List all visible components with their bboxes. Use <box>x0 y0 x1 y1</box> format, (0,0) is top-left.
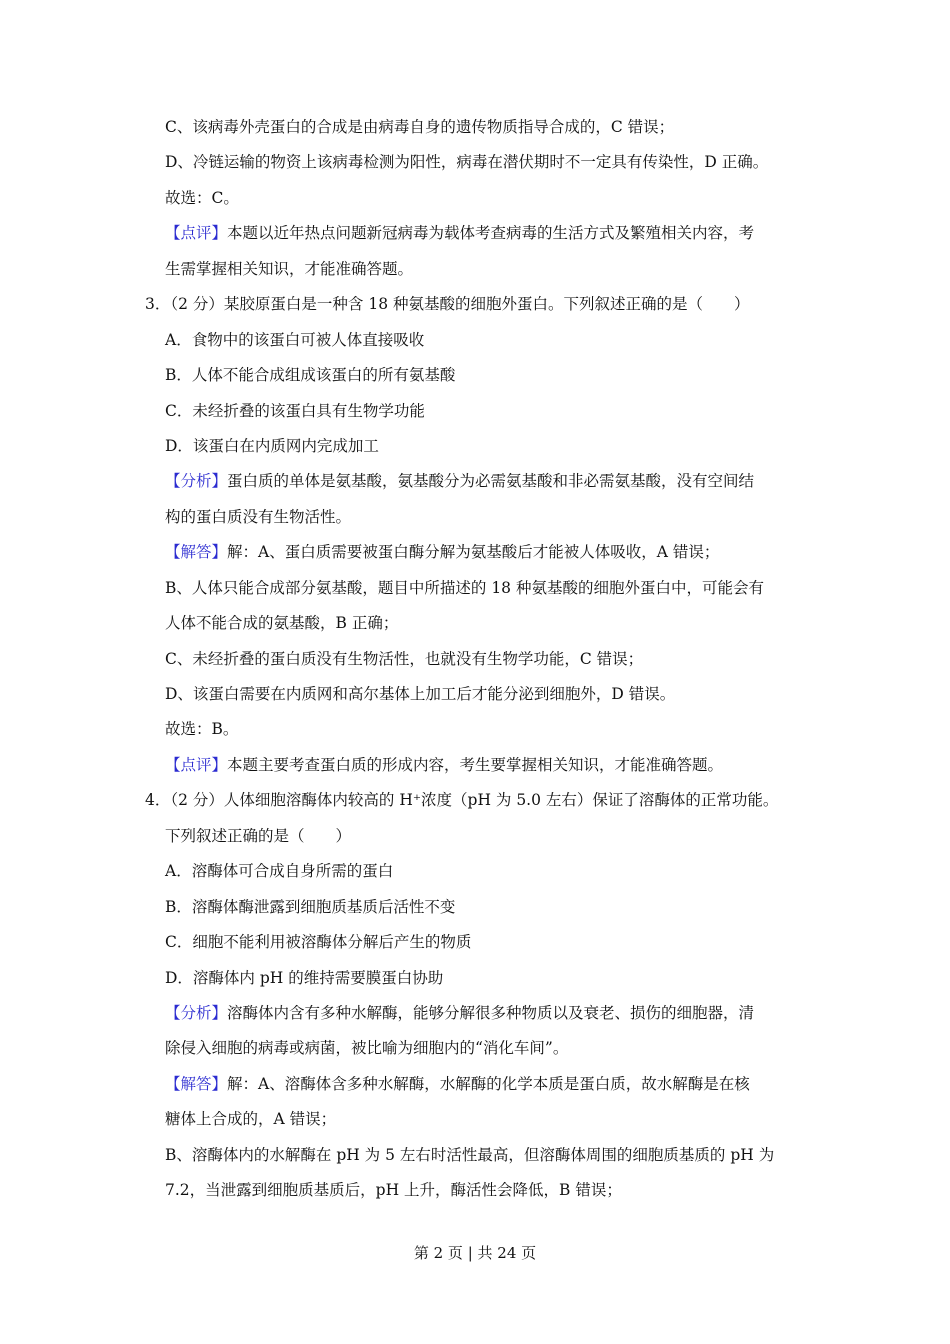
line-text: B、溶酶体内的水解酶在 pH 为 5 左右时活性最高，但溶酶体周围的细胞质基质的 pH 为 <box>165 1145 775 1164</box>
line-text: 生需掌握相关知识，才能准确答题。 <box>165 259 414 278</box>
text-line <box>0 642 950 677</box>
line-text: C．未经折叠的该蛋白具有生物学功能 <box>165 401 425 420</box>
text-line <box>0 961 950 996</box>
line-text: C．细胞不能利用被溶酶体分解后产生的物质 <box>165 933 472 952</box>
text-line <box>0 1067 950 1102</box>
line-text: 构的蛋白质没有生物活性。 <box>165 507 352 526</box>
text-line <box>0 783 950 818</box>
text-line <box>0 216 950 251</box>
text-line <box>0 890 950 925</box>
text-line <box>0 358 950 393</box>
text-line <box>0 535 950 570</box>
line-text: 故选：C。 <box>165 188 239 207</box>
text-line <box>0 429 950 464</box>
document-body <box>0 110 950 1209</box>
line-text: 7.2，当泄露到细胞质基质后，pH 上升，酶活性会降低，B 错误； <box>165 1181 622 1200</box>
text-line <box>0 464 950 499</box>
section-tag: 【分析】 <box>165 472 228 491</box>
text-line <box>0 748 950 783</box>
section-tag: 【解答】 <box>165 543 228 562</box>
line-text: 除侵入细胞的病毒或病菌，被比喻为细胞内的“消化车间”。 <box>165 1039 569 1058</box>
line-text: B、人体只能合成部分氨基酸，题目中所描述的 18 种氨基酸的细胞外蛋白中，可能会有 <box>165 578 764 597</box>
line-text: 溶酶体内含有多种水解酶，能够分解很多种物质以及衰老、损伤的细胞器，清 <box>227 1003 755 1022</box>
text-line <box>0 819 950 854</box>
text-line <box>0 394 950 429</box>
text-line <box>0 500 950 535</box>
text-line <box>0 677 950 712</box>
line-text: D、冷链运输的物资上该病毒检测为阳性，病毒在潜伏期时不一定具有传染性，D 正确。 <box>165 153 769 172</box>
text-line <box>0 252 950 287</box>
section-tag: 【点评】 <box>165 224 228 243</box>
text-line <box>0 145 950 180</box>
line-text: 人体不能合成的氨基酸，B 正确； <box>165 614 399 633</box>
line-text: B．人体不能合成组成该蛋白的所有氨基酸 <box>165 366 456 385</box>
line-text: D．该蛋白在内质网内完成加工 <box>165 436 379 455</box>
text-line <box>0 181 950 216</box>
line-text: 本题主要考查蛋白质的形成内容，考生要掌握相关知识，才能准确答题。 <box>227 755 724 774</box>
text-line <box>0 606 950 641</box>
line-text: 下列叙述正确的是（ ） <box>165 826 352 845</box>
text-line <box>0 287 950 322</box>
line-text: 解：A、蛋白质需要被蛋白酶分解为氨基酸后才能被人体吸收，A 错误； <box>227 543 720 562</box>
line-text: C、未经折叠的蛋白质没有生物活性，也就没有生物学功能，C 错误； <box>165 649 644 668</box>
line-text: 蛋白质的单体是氨基酸，氨基酸分为必需氨基酸和非必需氨基酸，没有空间结 <box>227 472 755 491</box>
section-tag: 【解答】 <box>165 1074 228 1093</box>
line-text: 4．（2 分）人体细胞溶酶体内较高的 H⁺浓度（pH 为 5.0 左右）保证了溶酶体的正常功能。 <box>145 791 779 810</box>
text-line <box>0 925 950 960</box>
line-text: D、该蛋白需要在内质网和高尔基体上加工后才能分泌到细胞外，D 错误。 <box>165 685 676 703</box>
line-text: 糖体上合成的，A 错误； <box>165 1110 337 1129</box>
line-text: A．食物中的该蛋白可被人体直接吸收 <box>165 330 425 349</box>
page-footer: 第 2 页 | 共 24 页 <box>413 1244 537 1262</box>
text-line <box>0 1031 950 1066</box>
text-line <box>0 1102 950 1137</box>
line-text: A．溶酶体可合成自身所需的蛋白 <box>165 862 394 881</box>
line-text: 本题以近年热点问题新冠病毒为载体考查病毒的生活方式及繁殖相关内容，考 <box>227 224 755 243</box>
line-text: B．溶酶体酶泄露到细胞质基质后活性不变 <box>165 897 456 916</box>
text-line <box>0 996 950 1031</box>
text-line <box>0 323 950 358</box>
text-line <box>0 1173 950 1208</box>
line-text: 3．（2 分）某胶原蛋白是一种含 18 种氨基酸的细胞外蛋白。下列叙述正确的是（ ） <box>145 295 750 314</box>
section-tag: 【分析】 <box>165 1003 228 1022</box>
text-line <box>0 854 950 889</box>
line-text: D．溶酶体内 pH 的维持需要膜蛋白协助 <box>165 968 444 987</box>
text-line <box>0 712 950 747</box>
text-line <box>0 1138 950 1173</box>
section-tag: 【点评】 <box>165 755 228 774</box>
line-text: 解：A、溶酶体含多种水解酶，水解酶的化学本质是蛋白质，故水解酶是在核 <box>227 1074 750 1093</box>
text-line <box>0 110 950 145</box>
text-line <box>0 571 950 606</box>
line-text: C、该病毒外壳蛋白的合成是由病毒自身的遗传物质指导合成的，C 错误； <box>165 118 675 136</box>
line-text: 故选：B。 <box>165 720 239 739</box>
